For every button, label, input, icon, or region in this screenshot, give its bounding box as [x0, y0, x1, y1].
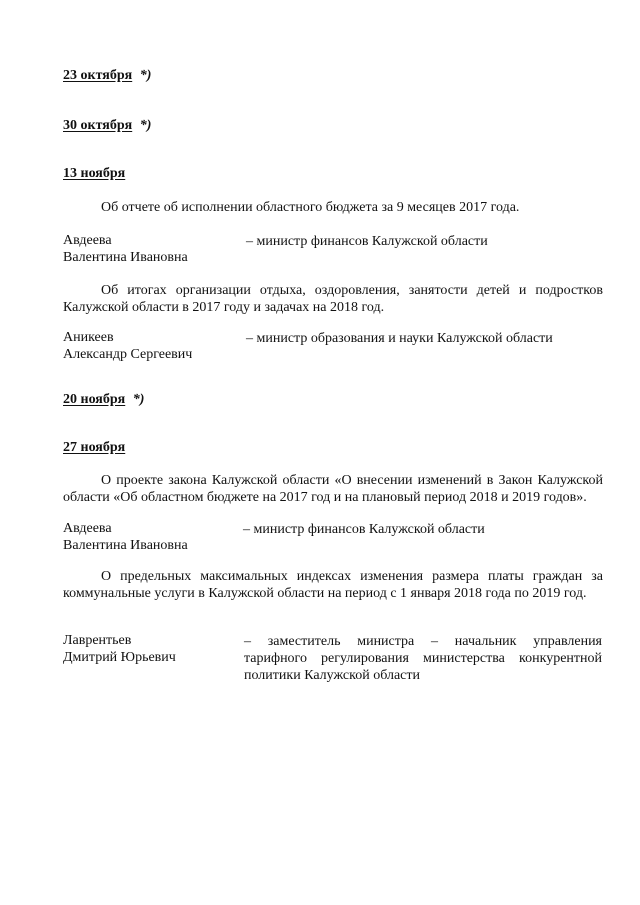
speaker-name: [63, 232, 233, 266]
agenda-date-heading: [63, 117, 151, 134]
speaker-given-name: Валентина Ивановна: [63, 250, 188, 265]
speaker-surname: Лаврентьев: [63, 633, 132, 648]
speaker-role: – министр образования и науки Калужской области: [246, 331, 553, 346]
agenda-date: 30 октября: [63, 118, 133, 133]
speaker-name: [63, 329, 233, 363]
speaker-name: [63, 520, 233, 554]
agenda-topic: Об итогах организации отдыха, оздоровления, занятости детей и подростков Калужской области в 2017 году и задачах на 2018 год.: [63, 283, 603, 315]
agenda-date-heading: [63, 67, 151, 84]
agenda-topic: Об отчете об исполнении областного бюджета за 9 месяцев 2017 года.: [101, 200, 520, 215]
speaker-role: [244, 633, 602, 684]
speaker-surname: Аникеев: [63, 330, 114, 345]
agenda-date-heading: [63, 439, 125, 456]
speaker-role: – министр финансов Калужской области: [246, 234, 488, 249]
speaker-role: – министр финансов Калужской области: [243, 522, 485, 537]
speaker-surname: Авдеева: [63, 233, 112, 248]
footnote-mark: *): [132, 392, 145, 407]
agenda-date: 20 ноября: [63, 392, 126, 407]
speaker-surname: Авдеева: [63, 521, 112, 536]
agenda-date: 13 ноября: [63, 166, 126, 181]
agenda-date-heading: [63, 165, 125, 182]
footnote-mark: *): [139, 118, 152, 133]
agenda-date-heading: [63, 391, 144, 408]
speaker-role-line: – заместитель министра – начальник управления: [244, 634, 602, 649]
agenda-topic: О предельных максимальных индексах изменения размера платы граждан за коммунальные услуги в Калужской области на период с 1 января 2018 года по 2019 год.: [63, 569, 603, 601]
agenda-topic: О проекте закона Калужской области «О внесении изменений в Закон Калужской области «Об областном бюджете на 2017 год и на плановый период 2018 и 2019 годов».: [63, 473, 603, 505]
agenda-date: 23 октября: [63, 68, 133, 83]
speaker-given-name: Дмитрий Юрьевич: [63, 650, 176, 665]
speaker-given-name: Александр Сергеевич: [63, 347, 193, 362]
speaker-name: [63, 632, 233, 666]
speaker-given-name: Валентина Ивановна: [63, 538, 188, 553]
speaker-role-line: тарифного регулирования министерства конкурентной: [244, 651, 602, 666]
speaker-role-line: политики Калужской области: [244, 668, 420, 683]
agenda-date: 27 ноября: [63, 440, 126, 455]
footnote-mark: *): [139, 68, 152, 83]
